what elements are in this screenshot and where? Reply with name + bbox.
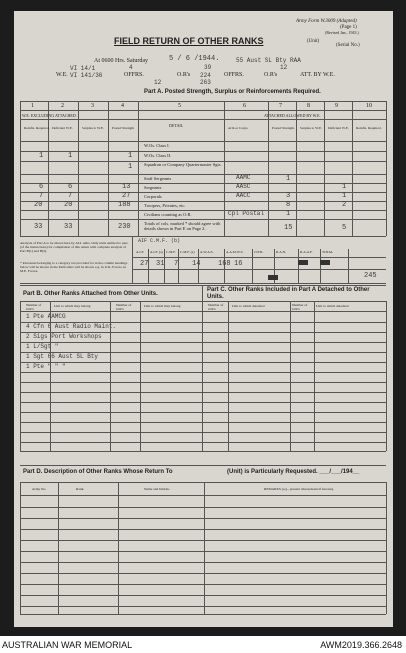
rule-line (202, 301, 203, 451)
att-by-we-label: ATT. BY W.E. (300, 72, 335, 78)
or-label-2: O.R's (264, 72, 278, 78)
part-c-title: Part C. Other Ranks Included in Part A Detached to Other Units. (207, 287, 370, 300)
rule-line (20, 529, 386, 530)
tot-c9: 5 (342, 224, 347, 232)
rule-line (20, 283, 386, 284)
cpl-c4: 27 (122, 192, 131, 200)
analysis-note-2: * Personnel belonging to a category not provided for in the column headings below will be shown in the Particulars will be shown e.g. in U.K. Forces, in M.E. Forces. (20, 261, 128, 274)
detail-woi: W.Os. Class I. (144, 143, 170, 148)
at-hrs-label: At 0600 Hrs. Saturday (94, 58, 148, 64)
revised-line: (Revised Jan., 1943.) (325, 30, 359, 35)
arm-corps-header: Arm or Corps. (228, 126, 249, 130)
rule-line (20, 192, 386, 193)
analysis-col-label: A.A.M.W.S. (226, 250, 244, 254)
detail-pte: Troopers, Privates, etc. (144, 203, 186, 208)
part-d-col-army-no: Army No. (32, 487, 47, 491)
tot-c4: 230 (118, 223, 131, 231)
reinfs-header: Reinfts. Required. (24, 126, 50, 130)
analysis-value: 16 (234, 260, 243, 268)
rule-line (268, 101, 269, 236)
rule-line (20, 311, 386, 312)
part-d-col-name: Name and Initials. (144, 487, 170, 491)
rule-line (20, 372, 386, 373)
rule-line (386, 301, 387, 451)
rule-line (204, 482, 205, 614)
part-a-title: Part A. Posted Strength, Surplus or Reinforcements Required. (144, 89, 321, 95)
rule-line (20, 402, 386, 403)
column-number: 5 (178, 103, 181, 109)
ssgt-c6: AAMC (236, 174, 251, 181)
ssgt-c7: 1 (286, 175, 291, 183)
rule-line (224, 101, 225, 236)
army-form-line: Army Form W.3009 (Adapted) (296, 19, 357, 24)
analysis-value: 245 (364, 272, 377, 280)
rule-line (20, 482, 386, 483)
analysis-value: 14 (192, 260, 201, 268)
pte-c9: 2 (342, 201, 347, 209)
column-number: 3 (91, 103, 94, 109)
rule-line (20, 332, 386, 333)
rule-line (20, 236, 386, 237)
deficient-header-2: Deficient W.E. (328, 126, 349, 130)
analysis-col-label: CIVIL (254, 250, 264, 254)
pte-c1: 20 (34, 201, 43, 209)
posted-header: Posted Strength (112, 126, 135, 130)
cpl-c1: 7 (39, 192, 44, 200)
part-c-number-header-2: Number of O.R's (292, 303, 308, 311)
detail-header: DETAIL (169, 123, 184, 128)
rule-line (110, 301, 111, 451)
detail-ssgt: Staff Sergeants (144, 176, 172, 181)
date-typed: 5 / 6 /1944. (169, 55, 220, 63)
rule-line (20, 219, 386, 220)
blacked-cell (268, 275, 278, 280)
rule-line (20, 507, 386, 508)
reinfs-header-2: Reinfts. Required. (356, 126, 382, 130)
rule-line (20, 495, 386, 496)
rule-line (50, 301, 51, 451)
part-b-number-header: Number of O.R's (26, 303, 42, 311)
surplus-header-2: Surplus to W.E. (300, 126, 322, 130)
rule-line (348, 249, 349, 283)
tot-c7: 15 (284, 224, 293, 232)
sgt-c6: AASC (236, 183, 251, 190)
rule-line (290, 301, 291, 451)
rule-line (20, 151, 386, 152)
rule-line (314, 301, 315, 451)
rule-line (320, 249, 321, 283)
rule-line (20, 392, 386, 393)
or-typed-2: 224 (200, 72, 211, 79)
rule-line (252, 249, 253, 283)
rule-line (20, 573, 386, 574)
analysis-typed-top: AIF C.M.F. (b) (138, 238, 181, 244)
column-number: 8 (307, 103, 310, 109)
rule-line (20, 595, 386, 596)
part-d-col-rank: Rank. (76, 487, 85, 491)
blacked-cell (298, 260, 308, 265)
rule-line (20, 101, 21, 236)
sqms-c4: 1 (128, 163, 133, 171)
analysis-col-label: C.M.F. (166, 250, 176, 254)
woii-c4: 1 (128, 152, 133, 160)
part-b-title: Part B. Other Ranks Attached from Other Units. (23, 291, 158, 297)
rule-line (20, 119, 386, 120)
we-excl-header: W.E. EXCLUDING ATTACHED. (22, 113, 77, 118)
offrs-label: OFFRS. (124, 72, 144, 78)
rule-line (20, 141, 386, 142)
rule-line (140, 301, 141, 451)
analysis-value: 168 (218, 260, 231, 268)
civ-c7: 1 (286, 210, 291, 218)
deficient-header: Deficient W.E. (52, 126, 73, 130)
rule-line (20, 422, 386, 423)
posted-header-2: Posted Strength. (272, 126, 295, 130)
analysis-value: 27 (140, 260, 149, 268)
detail-sqms: Squadron or Company Quartermaster Sgts. (144, 162, 222, 167)
footer-bar (0, 636, 406, 653)
part-b-number-header-2: Number of O.R's (116, 303, 132, 311)
rule-line (386, 482, 387, 614)
part-d-title: Part D. Description of Other Ranks Whose Return To (23, 469, 173, 475)
unit-label: (Unit) (307, 39, 320, 44)
rule-line (296, 101, 297, 236)
or-label: O.R's (177, 72, 191, 78)
rule-line (20, 301, 386, 302)
footer-right: AWM2019.366.2648 (320, 640, 402, 650)
part-b-row: 1 Sgt 66 Aust SL Bty (26, 353, 99, 360)
rule-line (20, 432, 386, 433)
woii-c1: 1 (39, 152, 44, 160)
analysis-col-label: TOTAL (322, 250, 334, 254)
sgt-c9: 1 (342, 183, 347, 191)
we-typed-1: VI 14/1 (70, 65, 96, 72)
rule-line (20, 518, 386, 519)
rule-line (20, 174, 386, 175)
analysis-col-label: A.I.F. (136, 250, 144, 254)
sgt-c2: 6 (68, 183, 73, 191)
part-b-unit-header-2: Unit to which they belong (144, 304, 181, 308)
detail-civ: Civilians counting as O.R. (144, 212, 192, 217)
rule-line (20, 101, 386, 102)
we-typed-2: VI 141/36 (70, 72, 103, 79)
analysis-col-label: R.A.A.F. (300, 250, 313, 254)
cpl-c2: 7 (68, 192, 73, 200)
rule-line (20, 451, 386, 452)
detail-cpl: Corporals (144, 194, 162, 199)
rule-line (20, 442, 386, 443)
tot-c1: 33 (34, 223, 43, 231)
part-b-row: 1 Pte " " " (26, 363, 66, 370)
rule-line (20, 465, 386, 466)
page-line: (Page 1) (340, 25, 357, 30)
rule-line (48, 101, 49, 236)
detail-sgt: Sergeants (144, 185, 162, 190)
rule-line (78, 101, 79, 236)
typed-12: 12 (154, 79, 162, 86)
column-number: 2 (61, 103, 64, 109)
column-number: 6 (243, 103, 246, 109)
tot-c2: 33 (64, 223, 73, 231)
woii-c2: 1 (68, 152, 73, 160)
column-number: 4 (121, 103, 124, 109)
part-b-row: 2 Sigs Port Workshops (26, 333, 102, 340)
rule-line (20, 301, 21, 451)
pte-c7: 8 (286, 201, 291, 209)
rule-line (138, 101, 139, 236)
analysis-col-label: A.I.F. (a) (150, 250, 163, 254)
rule-line (20, 382, 386, 383)
surplus-header: Surplus to W.E. (82, 126, 104, 130)
rule-line (20, 584, 386, 585)
rule-line (132, 257, 386, 258)
offrs-label-2: OFFRS. (224, 72, 244, 78)
part-c-number-header: Number of O.R's (208, 303, 224, 311)
rule-line (298, 249, 299, 283)
rule-line (20, 110, 386, 111)
rule-line (202, 285, 203, 301)
pte-c4: 188 (118, 201, 131, 209)
part-b-unit-header: Unit to which they belong (54, 304, 91, 308)
rule-line (20, 482, 21, 614)
form-sheet (14, 11, 393, 627)
rule-line (20, 342, 386, 343)
pte-c2: 20 (64, 201, 73, 209)
analysis-note-1: Analysis of Part A to be shown here by ALL units. Only units entitled to pats. (of the instructions) for compilation of this return with complete analysis of Part B(1) and B(2). (20, 241, 129, 254)
rule-line (386, 101, 387, 236)
rule-line (352, 101, 353, 236)
part-d-title-tail: (Unit) is Particularly Requested. ___/___/194__ (227, 469, 360, 475)
rule-line (20, 540, 386, 541)
footer-left: AUSTRALIAN WAR MEMORIAL (2, 640, 133, 650)
part-c-unit-header: Unit to which detached (232, 304, 265, 308)
rule-line (20, 551, 386, 552)
rule-line (108, 101, 109, 236)
civ-c6: Cpl Postal (228, 210, 265, 217)
column-number: 9 (335, 103, 338, 109)
serial-label: (Serial No.) (336, 43, 360, 48)
rule-line (58, 482, 59, 614)
column-number: 10 (366, 103, 372, 109)
part-b-row: 1 Pte AAMCG (26, 313, 66, 320)
rule-line (20, 210, 386, 211)
rule-line (20, 614, 386, 615)
rule-line (228, 301, 229, 451)
rule-line (118, 482, 119, 614)
analysis-col-label: C.M.F. (a) (180, 250, 195, 254)
cpl-c6: AACC (236, 192, 251, 199)
analysis-value: 31 (156, 260, 165, 268)
detail-woii: W.Os. Class II. (144, 153, 172, 158)
column-number: 7 (279, 103, 282, 109)
attached-we-header: ATTACHED ALLOWED BY W.E. (264, 113, 321, 118)
unit-typed: 55 Aust SL Bty RAA (236, 57, 301, 64)
sgt-c4: 13 (122, 183, 131, 191)
sgt-c1: 6 (39, 183, 44, 191)
typed-12b: 12 (280, 64, 288, 71)
rule-line (20, 322, 386, 323)
rule-line (20, 562, 386, 563)
cpl-c9: 1 (342, 192, 347, 200)
rule-line (20, 201, 386, 202)
blacked-cell (320, 260, 330, 265)
part-d-col-remarks: REMARKS (e.g., present whereabouts if known). (264, 487, 334, 491)
rule-line (20, 352, 386, 353)
part-c-unit-header-2: Unit to which detached (316, 304, 349, 308)
analysis-value: 7 (174, 260, 179, 268)
typed-263: 263 (200, 79, 211, 86)
rule-line (20, 362, 386, 363)
offrs-typed: 4 (129, 64, 133, 71)
rule-line (132, 269, 386, 270)
or-typed-1: 39 (204, 64, 212, 71)
part-b-row: 1 L/Sgt " (26, 343, 59, 350)
cpl-c7: 3 (286, 192, 291, 200)
analysis-col-label: A.W.A.S. (200, 250, 214, 254)
rule-line (20, 606, 386, 607)
detail-totals: Totals of cols. marked * should agree with details shown in Part E on Page 2. (144, 221, 221, 231)
we-label: W.E. (56, 72, 68, 78)
rule-line (20, 183, 386, 184)
rule-line (20, 412, 386, 413)
part-b-row: 4 Cfn 6 Aust Radio Maint. (26, 323, 117, 330)
form-title: FIELD RETURN OF OTHER RANKS (114, 36, 264, 46)
rule-line (324, 101, 325, 236)
column-number: 1 (31, 103, 34, 109)
analysis-col-label: R.A.N. (276, 250, 287, 254)
rule-line (132, 237, 133, 283)
